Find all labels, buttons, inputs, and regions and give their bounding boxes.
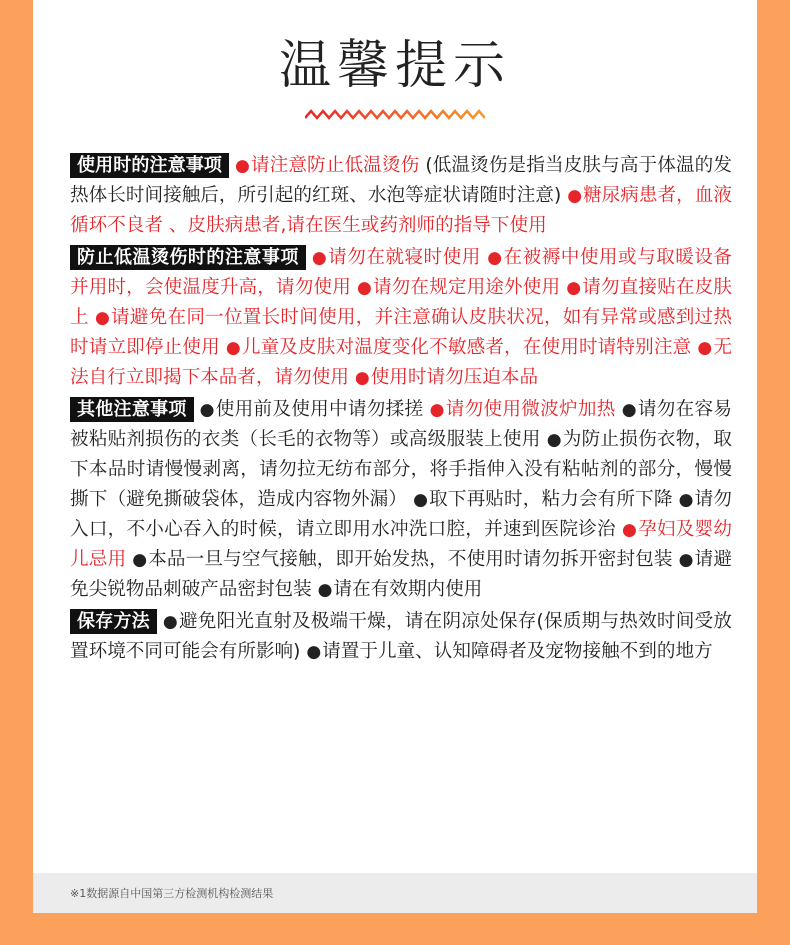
notice-item-text: 请勿使用微波炉加热 <box>445 399 616 420</box>
notice-item-text: 本品一旦与空气接触，即开始发热，不使用时请勿拆开密封包装 <box>148 549 673 570</box>
notice-item-text: 请置于儿童、认知障碍者及宠物接触不到的地方 <box>322 641 713 662</box>
notice-item-text: 请勿直接贴在皮肤上 <box>70 277 732 328</box>
notice-item-text: 使用时请勿压迫本品 <box>370 367 539 388</box>
section-label: 保存方法 <box>70 609 157 634</box>
bullet-icon: ● <box>697 338 713 358</box>
notice-item-text: 请勿在容易被粘贴剂损伤的衣类（长毛的衣物等）或高级服装上使用 <box>70 399 732 450</box>
notice-item-text: 取下再贴时，粘力会有所下降 <box>429 489 673 510</box>
bullet-icon: ● <box>429 400 445 420</box>
notice-item <box>200 399 424 420</box>
bullet-icon: ● <box>678 550 694 570</box>
notice-item-text: 使用前及使用中请勿揉搓 <box>215 399 424 420</box>
page-title: 温馨提示 <box>278 36 511 96</box>
bullet-icon: ● <box>413 490 429 510</box>
bullet-icon: ● <box>356 278 372 298</box>
notice-item <box>355 367 538 388</box>
bullet-icon: ● <box>306 642 322 662</box>
notice-section <box>70 151 732 241</box>
bullet-icon: ● <box>622 520 638 540</box>
footer-bar <box>33 873 757 913</box>
notice-item-text: 请避免尖锐物品刺破产品密封包装 <box>70 549 732 600</box>
notice-item <box>306 641 712 662</box>
bullet-icon: ● <box>162 612 178 632</box>
notice-item <box>235 155 419 176</box>
notice-item <box>226 337 691 358</box>
bullet-icon: ● <box>317 580 333 600</box>
zigzag-divider <box>305 106 485 124</box>
notice-content <box>70 151 732 669</box>
notice-item <box>132 549 672 570</box>
bullet-icon: ● <box>354 368 370 388</box>
notice-item-text: 在被褥中使用或与取暖设备并用时，会使温度升高，请勿使用 <box>70 247 732 298</box>
notice-item <box>318 579 483 600</box>
content-card <box>33 0 757 913</box>
bullet-icon: ● <box>94 308 111 328</box>
notice-item-text: 请注意防止低温烫伤 <box>250 155 420 176</box>
notice-section <box>70 607 732 667</box>
notice-item-text: 请勿入口，不小心吞入的时候，请立即用水冲洗口腔，并速到医院诊治 <box>70 489 732 540</box>
bullet-icon: ● <box>621 400 637 420</box>
bullet-icon: ● <box>546 430 562 450</box>
notice-item-text: 请勿在规定用途外使用 <box>372 277 561 298</box>
bullet-icon: ● <box>132 550 148 570</box>
notice-item <box>413 489 672 510</box>
bullet-icon: ● <box>678 490 694 510</box>
notice-item <box>357 277 560 298</box>
notice-item-text: 无法自行立即揭下本品者，请勿使用 <box>70 337 732 388</box>
section-label: 使用时的注意事项 <box>70 153 229 178</box>
notice-item-text: 糖尿病患者，血液循环不良者 、皮肤病患者,请在医生或药剂师的指导下使用 <box>70 185 732 236</box>
bullet-icon: ● <box>225 338 241 358</box>
notice-item-text: 请勿在就寝时使用 <box>328 247 481 268</box>
notice-item <box>312 247 481 268</box>
notice-item <box>430 399 616 420</box>
bullet-icon: ● <box>311 248 328 268</box>
bullet-icon: ● <box>567 186 583 206</box>
section-label: 防止低温烫伤时的注意事项 <box>70 245 306 270</box>
notice-item-text: 避免阳光直射及极端干燥，请在阴凉处保存(保质期与热效时间受放置环境不同可能会有所影响) <box>70 611 732 662</box>
notice-item-text: 孕妇及婴幼儿忌用 <box>70 519 732 570</box>
notice-section <box>70 243 732 393</box>
notice-item-text: 儿童及皮肤对温度变化不敏感者，在使用时请特别注意 <box>241 337 692 358</box>
footnote: ※1数据源自中国第三方检测机构检测结果 <box>70 887 274 900</box>
notice-item-text: (低温烫伤是指当皮肤与高于体温的发热体长时间接触后，所引起的红斑、水泡等症状请随时注意) <box>70 155 732 206</box>
bullet-icon: ● <box>566 278 582 298</box>
bullet-icon: ● <box>487 248 503 268</box>
notice-item-text: 请避免在同一位置长时间使用，并注意确认皮肤状况，如有异常或感到过热时请立即停止使用 <box>70 307 732 358</box>
notice-item-text: 请在有效期内使用 <box>333 579 483 600</box>
bullet-icon: ● <box>199 400 215 420</box>
section-label: 其他注意事项 <box>70 397 194 422</box>
notice-section <box>70 395 732 605</box>
bullet-icon: ● <box>234 156 250 176</box>
notice-item-text: 为防止损伤衣物，取下本品时请慢慢剥离，请勿拉无纺布部分，将手指伸入没有粘帖剂的部分，慢慢撕下（避免撕破袋体，造成内容物外漏） <box>70 429 732 510</box>
